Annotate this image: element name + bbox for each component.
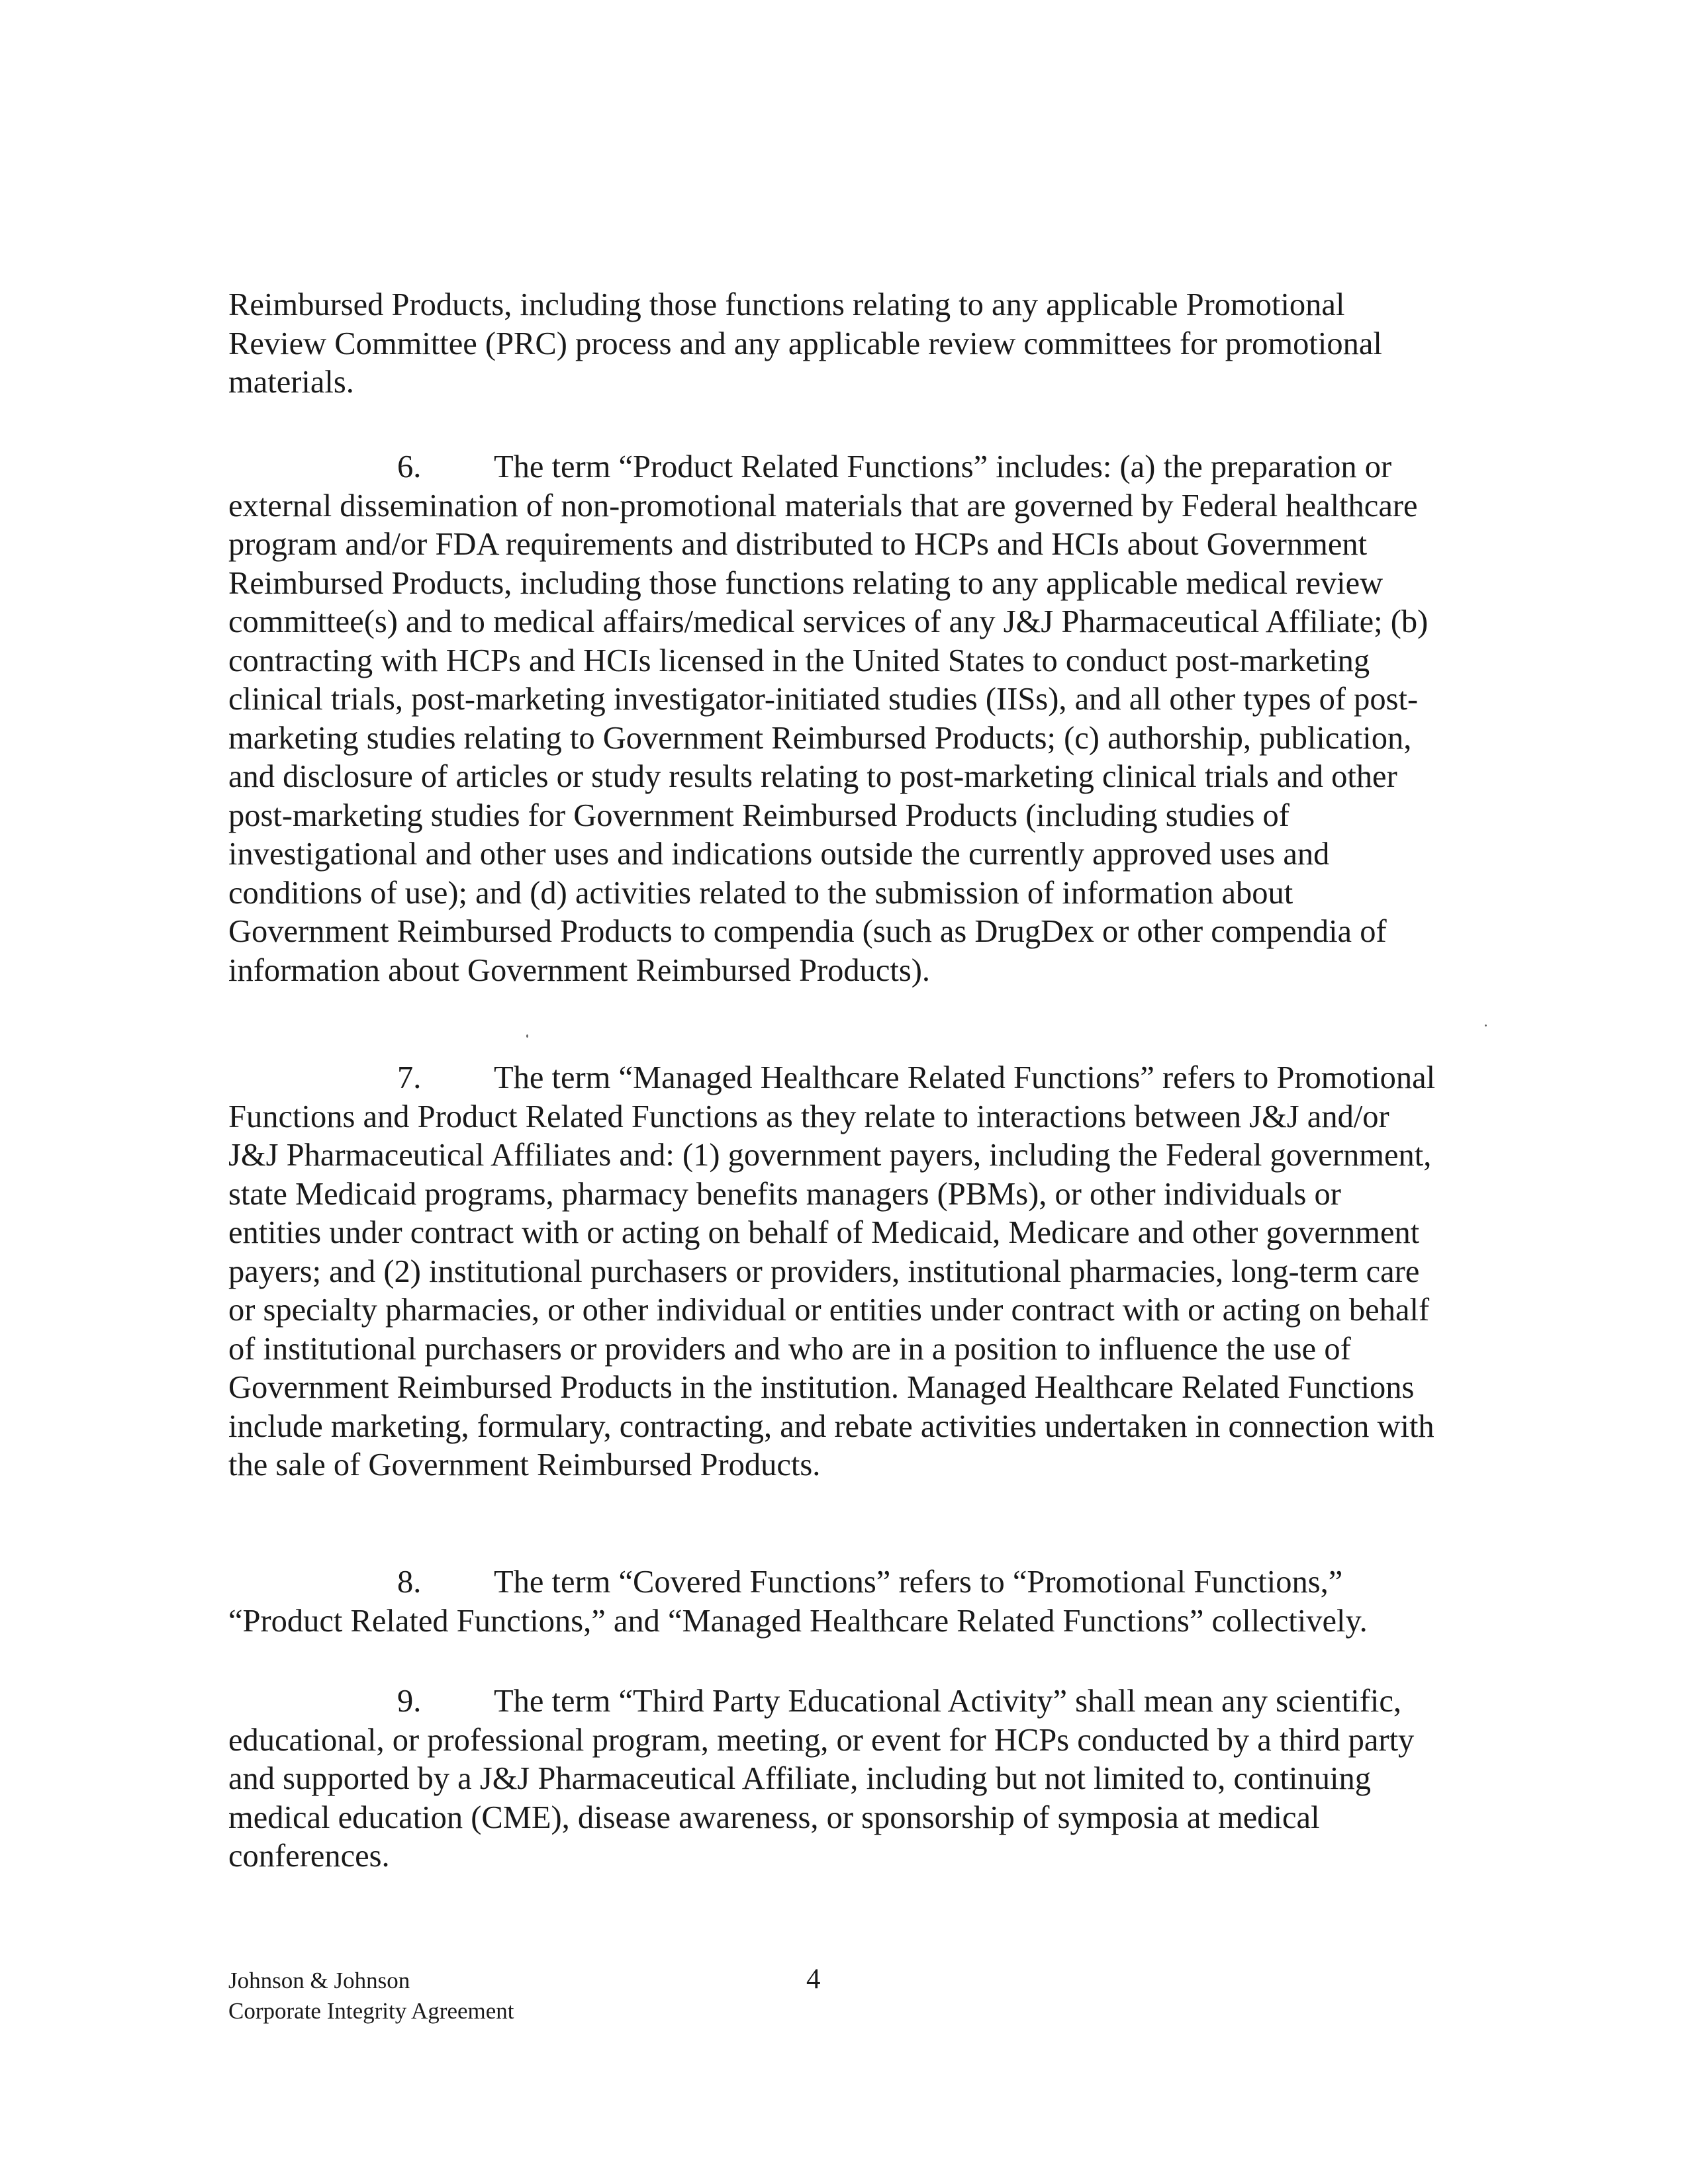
section-8 [228, 1563, 1440, 1641]
scan-speck [1485, 1024, 1487, 1026]
section-text: The term “Covered Functions” refers to “Promotional Functions,” “Product Related Functions,” and “Managed Healthcare Related Functions” collectively. [228, 1565, 1368, 1639]
section-9 [228, 1682, 1440, 1876]
section-text: The term “Product Related Functions” includes: (a) the preparation or external dissemination of non-promotional materials that are governed by Federal healthcare program and/or FDA requirements and distributed to HCPs and HCIs about Government Reimbursed Products, including those functions relating to any applicable medical review committee(s) and to medical affairs/medical services of any J&J Pharmaceutical Affiliate; (b) contracting with HCPs and HCIs licensed in the United States to conduct post-marketing clinical trials, post-marketing investigator-initiated studies (IISs), and all other types of post-marketing studies relating to Government Reimbursed Products; (c) authorship, publication, and disclosure of articles or study results relating to post-marketing clinical trials and other post-marketing studies for Government Reimbursed Products (including studies of investigational and other uses and indications outside the currently approved uses and conditions of use); and (d) activities related to the submission of information about Government Reimbursed Products to compendia (such as DrugDex or other compendia of information about Government Reimbursed Products). [228, 449, 1429, 988]
section-text: The term “Third Party Educational Activity” shall mean any scientific, educational, or professional program, meeting, or event for HCPs conducted by a third party and supported by a J&J Pharmaceutical Affiliate, including but not limited to, continuing medical education (CME), disease awareness, or sponsorship of symposia at medical conferences. [228, 1684, 1415, 1874]
section-7 [228, 1059, 1440, 1485]
paragraph-continuation [228, 286, 1440, 402]
section-number: 9. [397, 1684, 422, 1719]
footer [228, 1966, 514, 2026]
section-text: The term “Managed Healthcare Related Functions” refers to Promotional Functions and Product Related Functions as they relate to interactions between J&J and/or J&J Pharmaceutical Affiliates and: (1) government payers, including the Federal government, state Medicaid programs, pharmacy benefits managers (PBMs), or other individuals or entities under contract with or acting on behalf of Medicaid, Medicare and other government payers; and (2) institutional purchasers or providers, institutional pharmacies, long-term care or specialty pharmacies, or other individual or entities under contract with or acting on behalf of institutional purchasers or providers and who are in a position to influence the use of Government Reimbursed Products in the institution. Managed Healthcare Related Functions include marketing, formulary, contracting, and rebate activities undertaken in connection with the sale of Government Reimbursed Products. [228, 1060, 1436, 1482]
footer-agreement-title: Corporate Integrity Agreement [228, 1998, 514, 2024]
paragraph-text: Reimbursed Products, including those functions relating to any applicable Promotional Review Committee (PRC) process and any applicable review committees for promotional materials. [228, 287, 1382, 400]
scan-speck [526, 1034, 528, 1038]
section-6 [228, 448, 1440, 990]
section-number: 6. [397, 449, 422, 484]
section-number: 8. [397, 1565, 422, 1600]
page-number: 4 [806, 1964, 821, 1995]
section-number: 7. [397, 1060, 422, 1095]
footer-company: Johnson & Johnson [228, 1968, 410, 1993]
